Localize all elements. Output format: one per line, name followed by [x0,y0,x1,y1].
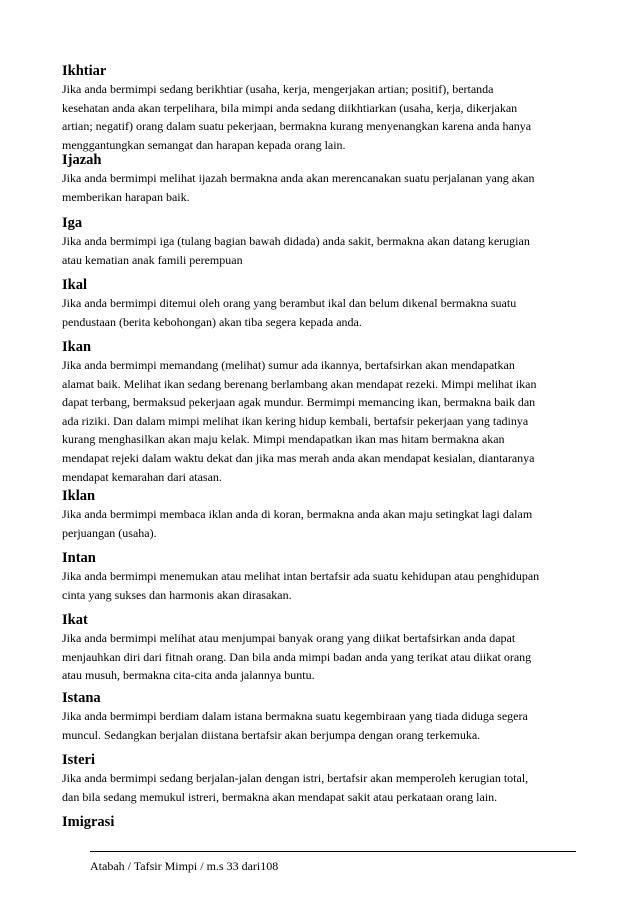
definition-line: Jika anda bermimpi iga (tulang bagian bawah didada) anda sakit, bermakna akan datang kerugian [62,234,530,248]
definition-line: muncul. Sedangkan berjalan diistana bertafsir akan berjumpa dengan orang terkemuka. [62,727,481,742]
entry-term: Ikhtiar [62,63,107,79]
entry-term: Isteri [62,752,96,768]
entry-ikal [62,276,582,331]
definition-line: Jika anda bermimpi sedang berjalan-jalan dengan istri, bertafsir akan memperoleh kerugian total, [62,771,529,785]
definition-line: Jika anda bermimpi membaca iklan anda di koran, bermakna anda akan maju setingkat lagi dalam [62,507,533,521]
footer-divider [90,851,576,852]
entry-definition [62,567,582,604]
definition-line: Jika anda bermimpi melihat atau menjumpai banyak orang yang diikat bertafsirkan anda dapat [62,631,516,645]
definition-line: dapat terbang, bermaksud pekerjaan agak mundur. Bermimpi memancing ikan, bermakna baik dan [62,395,536,410]
entry-definition [62,80,582,154]
entry-definition [62,769,582,806]
definition-line: Jika anda bermimpi ditemui oleh orang yang berambut ikal dan belum dikenal bermakna suatu [62,296,517,310]
definition-line: atau musuh, bermakna cita-cita anda jalannya buntu. [62,668,315,683]
entry-imigrasi [62,813,582,831]
entry-term: Iklan [62,488,96,504]
entry-isteri [62,751,582,806]
page-footer: Atabah / Tafsir Mimpi / m.s 33 dari108 [90,859,279,873]
definition-line: kurang menghasilkan akan maju kelak. Mimpi mendapatkan ikan mas hitam bermakna akan [62,432,505,447]
definition-line: perjuangan (usaha). [62,525,157,540]
definition-line: memberikan harapan baik. [62,189,190,204]
definition-line: Jika anda bermimpi menemukan atau melihat intan bertafsir ada suatu kehidupan atau penghidupan [62,569,540,583]
definition-line: kesehatan anda akan terpelihara, bila mimpi anda sedang diikhtiarkan (usaha, kerja, dikerjakan [62,100,518,115]
definition-line: cinta yang sukses dan harmonis akan dirasakan. [62,587,292,602]
entry-ikhtiar [62,62,582,154]
entry-term: Ikal [62,277,87,293]
entry-definition [62,629,582,685]
definition-line: mendapat rejeki dalam waktu dekat dan jika mas merah anda akan mendapat kesialan, diantaranya [62,450,535,465]
entry-term: Iga [62,215,83,231]
definition-line: pendustaan (berita kebohongan) akan tiba segera kepada anda. [62,314,362,329]
definition-line: menggantungkan semangat dan harapan kepada orang lain. [62,137,346,152]
entry-definition [62,356,582,486]
entry-ikan [62,338,582,486]
entry-term: Intan [62,550,96,566]
entry-ikat [62,611,582,685]
entry-definition [62,505,582,542]
definition-line: ada riziki. Dan dalam mimpi melihat ikan kering hidup kembali, bertafsir pekerjaan yang tadinya [62,413,529,428]
definition-line: dan bila sedang memukul istreri, bermakna akan mendapat sakit atau perkataan orang lain. [62,789,498,804]
entry-term: Ikat [62,612,88,628]
entry-definition [62,232,582,269]
entry-istana [62,689,582,744]
entry-definition [62,169,582,206]
definition-line: artian; negatif) orang dalam suatu pekerjaan, bermakna kurang menyenangkan karena anda hanya [62,119,532,134]
entry-definition [62,294,582,331]
entry-ijazah [62,151,582,206]
definition-line: atau kematian anak famili perempuan [62,252,243,267]
entry-definition [62,707,582,744]
entry-term: Imigrasi [62,814,115,830]
definition-line: mendapat kemarahan dari atasan. [62,469,222,484]
definition-line: Jika anda bermimpi memandang (melihat) sumur ada ikannya, bertafsirkan akan mendapatkan [62,358,515,372]
definition-line: menjauhkan diri dari fitnah orang. Dan bila anda mimpi badan anda yang terikat atau diikat orang [62,649,532,664]
entry-iklan [62,487,582,542]
definition-line: Jika anda bermimpi sedang berikhtiar (usaha, kerja, mengerjakan artian; positif), bertanda [62,82,494,96]
entry-term: Istana [62,690,101,706]
entry-term: Ijazah [62,152,102,168]
entry-intan [62,549,582,604]
entry-term: Ikan [62,339,92,355]
definition-line: Jika anda bermimpi melihat ijazah bermakna anda akan merencanakan suatu perjalanan yang akan [62,171,535,185]
entry-iga [62,214,582,269]
definition-line: alamat baik. Melihat ikan sedang berenang berlambang akan mendapat rezeki. Mimpi melihat ikan [62,376,537,391]
definition-line: Jika anda bermimpi berdiam dalam istana bermakna suatu kegembiraan yang tiada diduga segera [62,709,528,723]
